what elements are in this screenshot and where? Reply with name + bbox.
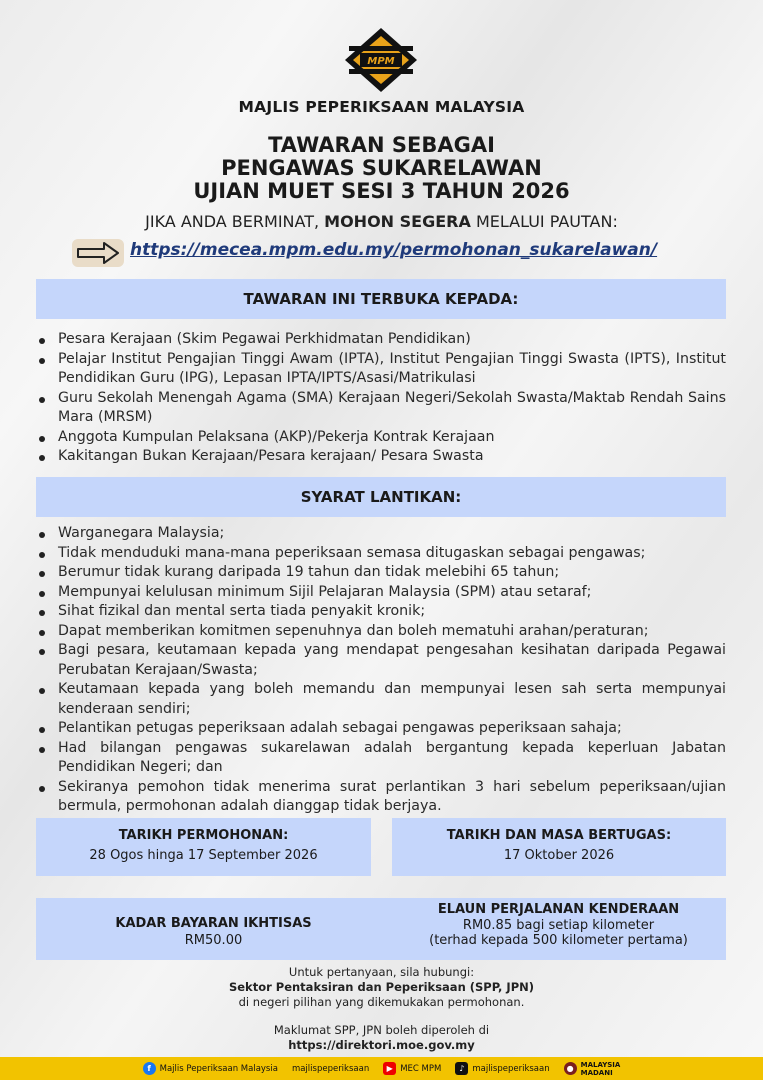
application-date-value: 28 Ogos hinga 17 September 2026 — [89, 848, 318, 863]
madani-text — [581, 1061, 621, 1077]
payment-box — [36, 898, 726, 960]
list-item: Dapat memberikan komitmen sepenuhnya dan boleh mematuhi arahan/peraturan; — [36, 622, 726, 642]
duty-date-box — [392, 818, 726, 876]
instagram-label: majlispeperiksaan — [291, 1063, 370, 1074]
madani-line-2: MADANI — [580, 1068, 613, 1077]
title-line-3: UJIAN MUET SESI 3 TAHUN 2026 — [193, 179, 570, 203]
list-item: Anggota Kumpulan Pelaksana (AKP)/Pekerja Kontrak Kerajaan — [36, 428, 726, 448]
list-item: Kakitangan Bukan Kerajaan/Pesara kerajaan/ Pesara Swasta — [36, 447, 726, 467]
application-date-heading: TARIKH PERMOHONAN: — [118, 828, 289, 843]
eligibility-heading: TAWARAN INI TERBUKA KEPADA: — [36, 279, 726, 319]
list-item: Tidak menduduki mana-mana peperiksaan semasa ditugaskan sebagai pengawas; — [36, 544, 726, 564]
directory-link[interactable]: https://direktori.moe.gov.my — [288, 1038, 475, 1052]
payment-value: RM50.00 — [184, 933, 243, 948]
requirements-heading: SYARAT LANTIKAN: — [36, 477, 726, 517]
list-item: Keutamaan kepada yang boleh memandu dan mempunyai lesen sah serta mempunyai kenderaan sendiri; — [36, 680, 726, 719]
footer-bar — [0, 1057, 763, 1080]
duty-date-heading: TARIKH DAN MASA BERTUGAS: — [446, 828, 672, 843]
list-item: Mempunyai kelulusan minimum Sijil Pelajaran Malaysia (SPM) atau setaraf; — [36, 583, 726, 603]
contact-line-2 — [0, 980, 763, 995]
lead-part-2: MELALUI PAUTAN: — [470, 212, 618, 231]
payment-section — [36, 916, 391, 948]
youtube-label: MEC MPM — [400, 1063, 442, 1074]
travel-section — [391, 902, 726, 948]
list-item: Sihat fizikal dan mental serta tiada penyakit kronik; — [36, 602, 726, 622]
tiktok-label: majlispeperiksaan — [472, 1063, 550, 1074]
footer-tiktok[interactable] — [455, 1062, 549, 1075]
travel-line-1: RM0.85 bagi setiap kilometer — [462, 918, 655, 933]
contact-sector: Sektor Pentaksiran dan Peperiksaan (SPP, JPN) — [228, 980, 535, 994]
list-item: Warganegara Malaysia; — [36, 524, 726, 544]
lead-text — [0, 212, 763, 231]
list-item: Pesara Kerajaan (Skim Pegawai Perkhidmatan Pendidikan) — [36, 330, 726, 350]
youtube-icon: ▶ — [383, 1062, 396, 1075]
duty-date-value: 17 Oktober 2026 — [503, 848, 615, 863]
organization-name: MAJLIS PEPERIKSAAN MALAYSIA — [238, 98, 525, 116]
logo-text: MPM — [367, 56, 395, 67]
facebook-icon: f — [143, 1062, 156, 1075]
lead-part-1: JIKA ANDA BERMINAT, — [145, 212, 325, 231]
facebook-label: Majlis Peperiksaan Malaysia — [159, 1063, 278, 1074]
footer-instagram[interactable] — [292, 1064, 369, 1074]
contact-line-4: Maklumat SPP, JPN boleh diperoleh di — [273, 1023, 490, 1037]
list-item: Berumur tidak kurang daripada 19 tahun dan tidak melebihi 65 tahun; — [36, 563, 726, 583]
travel-heading: ELAUN PERJALANAN KENDERAAN — [437, 902, 680, 917]
travel-line-2: (terhad kepada 500 kilometer pertama) — [429, 933, 688, 948]
arrow-icon — [70, 236, 126, 270]
mpm-logo — [343, 26, 419, 94]
list-item: Sekiranya pemohon tidak menerima surat perlantikan 3 hari sebelum peperiksaan/ujian bermula, permohonan adalah dianggap tidak berjaya. — [36, 778, 726, 817]
contact-line-3: di negeri pilihan yang dikemukakan permohonan. — [238, 995, 525, 1009]
list-item: Pelajar Institut Pengajian Tinggi Awam (IPTA), Institut Pengajian Tinggi Swasta (IPTS), Institut Pendidikan Guru (IPG), Lepasan IPTA/IPTS/Asasi/Matrikulasi — [36, 350, 726, 389]
title-line-1: TAWARAN SEBAGAI — [268, 133, 495, 157]
madani-line-1: MALAYSIA — [580, 1060, 621, 1069]
list-item: Guru Sekolah Menengah Agama (SMA) Kerajaan Negeri/Sekolah Swasta/Maktab Rendah Sains Mara (MRSM) — [36, 389, 726, 428]
list-item: Had bilangan pengawas sukarelawan adalah bergantung kepada keperluan Jabatan Pendidikan Negeri; dan — [36, 739, 726, 778]
list-item: Pelantikan petugas peperiksaan adalah sebagai pengawas peperiksaan sahaja; — [36, 719, 726, 739]
eligibility-list — [36, 330, 726, 467]
application-date-box — [36, 818, 371, 876]
list-item: Bagi pesara, keutamaan kepada yang mendapat pengesahan kesihatan daripada Pegawai Perubatan Kerajaan/Swasta; — [36, 641, 726, 680]
contact-line-5 — [0, 1038, 763, 1053]
requirements-list — [36, 524, 726, 817]
contact-line-1: Untuk pertanyaan, sila hubungi: — [288, 965, 475, 979]
footer-facebook[interactable] — [143, 1062, 278, 1075]
tiktok-icon: ♪ — [455, 1062, 468, 1075]
madani-logo-icon: ● — [564, 1062, 577, 1075]
title-line-2: PENGAWAS SUKARELAWAN — [221, 156, 542, 180]
lead-bold: MOHON SEGERA — [324, 212, 471, 231]
footer-youtube[interactable] — [383, 1062, 441, 1075]
payment-heading: KADAR BAYARAN IKHTISAS — [115, 916, 312, 931]
footer-madani — [564, 1061, 621, 1077]
application-link[interactable]: https://mecea.mpm.edu.my/permohonan_sukarelawan/ — [130, 240, 658, 260]
